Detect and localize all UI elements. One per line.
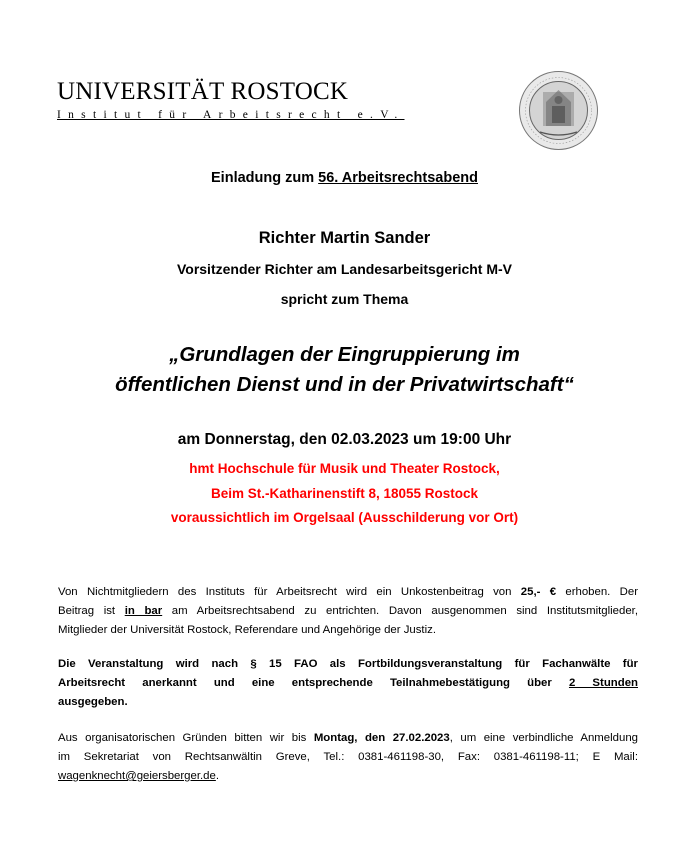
payment-cash: in bar xyxy=(124,605,163,617)
invitation-line xyxy=(0,170,689,186)
fee-amount: 25,- € xyxy=(520,586,557,598)
speaker-role: Vorsitzender Richter am Landesarbeitsgericht M-V xyxy=(176,261,513,277)
registration-deadline: Montag, den 27.02.2023 xyxy=(313,732,450,744)
fee-line-2: Beitrag ist in bar am Arbeitsrechtsabend zu entrichten. Davon ausgenommen sind Institutsmitglieder, xyxy=(58,605,639,617)
registration-line-3: wagenknecht@geiersberger.de. xyxy=(58,770,220,782)
registration-line-2: im Sekretariat von Rechtsanwältin Greve, Tel.: 0381-461198-30, Fax: 0381-461198-11; E Mail: xyxy=(58,751,638,763)
fee-paragraph xyxy=(58,583,638,640)
university-name: UNIVERSITÄT ROSTOCK xyxy=(57,78,349,105)
venue-line-1: hmt Hochschule für Musik und Theater Rostock, xyxy=(189,461,500,476)
event-number: 56. Arbeitsrechtsabend xyxy=(318,170,478,186)
university-seal-icon xyxy=(518,70,599,151)
hours: 2 Stunden xyxy=(568,677,638,689)
email-link[interactable]: wagenknecht@geiersberger.de xyxy=(58,770,216,782)
speaker-name: Richter Martin Sander xyxy=(258,229,431,247)
event-date: am Donnerstag, den 02.03.2023 um 19:00 Uhr xyxy=(177,431,512,448)
speaks-about: spricht zum Thema xyxy=(280,291,409,307)
fee-line-3: Mitglieder der Universität Rostock, Referendare und Angehörige der Justiz. xyxy=(58,624,436,636)
venue-line-3: voraussichtlich im Orgelsaal (Ausschilderung vor Ort) xyxy=(170,510,519,525)
fao-line-2: Arbeitsrecht anerkannt und eine entsprechende Teilnahmebestätigung über 2 Stunden xyxy=(58,677,638,689)
institute-name: Institut für Arbeitsrecht e.V. xyxy=(57,109,405,121)
venue-line-2: Beim St.-Katharinenstift 8, 18055 Rostock xyxy=(210,486,479,501)
fao-paragraph xyxy=(58,655,638,712)
topic-line-1: „Grundlagen der Eingruppierung im xyxy=(169,343,520,366)
invitation-prefix: Einladung zum xyxy=(211,170,319,186)
topic-line-2: öffentlichen Dienst und in der Privatwirtschaft“ xyxy=(115,373,574,396)
fao-line-1: Die Veranstaltung wird nach § 15 FAO als Fortbildungsveranstaltung für Fachanwälte für xyxy=(58,658,638,670)
fee-line-1: Von Nichtmitgliedern des Instituts für Arbeitsrecht wird ein Unkostenbeitrag von 25,- € erhoben. Der xyxy=(58,586,638,598)
registration-paragraph xyxy=(58,729,638,786)
fao-line-3: ausgegeben. xyxy=(58,696,128,708)
registration-line-1: Aus organisatorischen Gründen bitten wir bis Montag, den 27.02.2023, um eine verbindliche Anmeldung xyxy=(58,732,638,744)
